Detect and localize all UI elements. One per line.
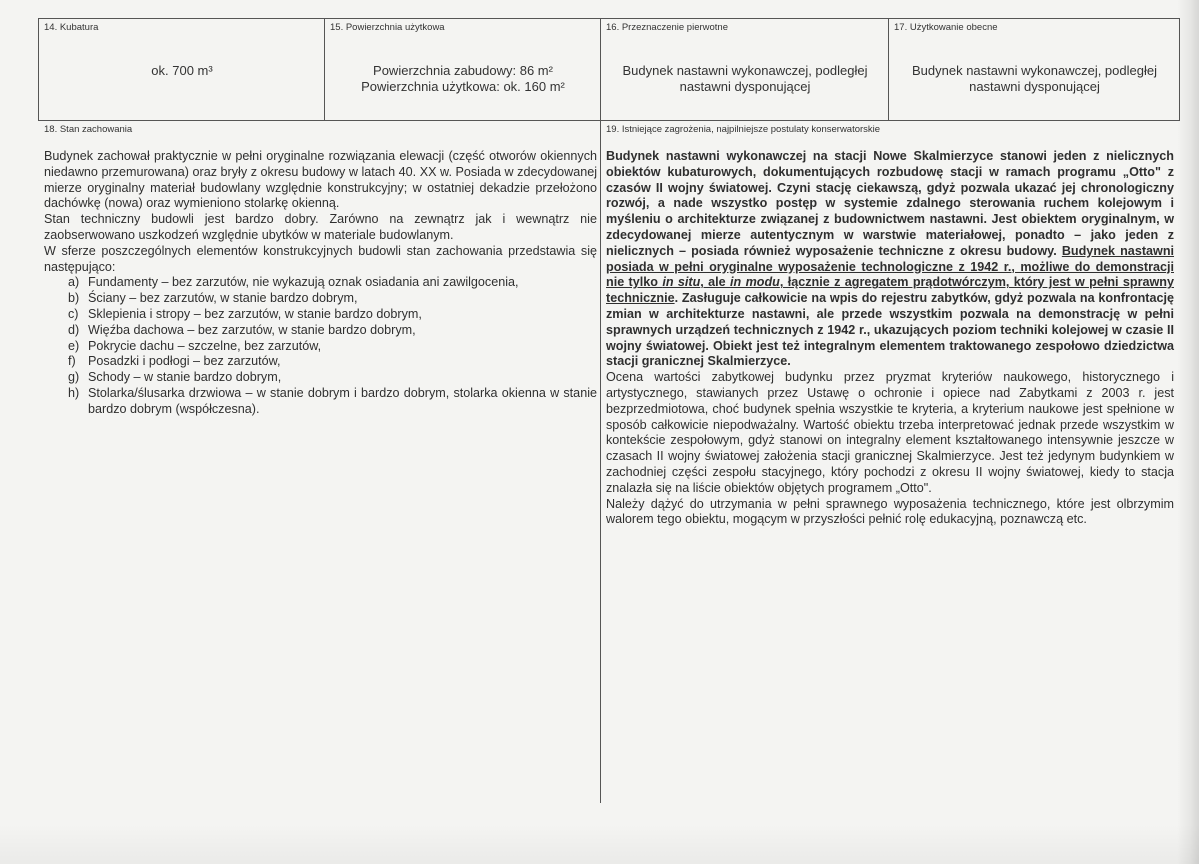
- header-stan-zachowania: 18. Stan zachowania: [44, 124, 133, 135]
- list-item: c) Sklepienia i stropy – bez zarzutów, w stanie bardzo dobrym,: [68, 306, 422, 321]
- zagrozenia-paragraph-3: Należy dążyć do utrzymania w pełni sprawnego wyposażenia technicznego, które jest olbrzymim walorem tego obiektu, mogącym w przyszłości pełnić rolę edukacyjną, poznawczą etc.: [606, 496, 1174, 527]
- powierzchnia-line-1: Powierzchnia zabudowy: 86 m²: [373, 63, 553, 78]
- list-item: a) Fundamenty – bez zarzutów, nie wykazują oznak osiadania ani zawilgocenia,: [68, 275, 519, 290]
- row-divider: [38, 120, 1180, 121]
- list-item: h) Stolarka/ślusarka drzwiowa – w stanie dobrym i bardzo dobrym, stolarka okienna w stanie bardzo dobrym (współczesna).: [68, 385, 597, 416]
- stan-zachowania-text: [44, 149, 597, 418]
- zagrozenia-paragraph-1: Budynek nastawni wykonawczej na stacji Nowe Skalmierzyce stanowi jeden z nielicznych obiektów kubaturowych, dokumentujących rozbudowę stacji w ramach programu „Otto" z czasów II wojny światowej. Czyni stację ciekawszą, gdyż pozwala ukazać jej chronologiczny rozwój, a nade wszystko postęp w systemie zdalnego sterowania ruchem kolejowym i myśleniu o architekturze związanej z budownictwem nastawni. Jest obiektem oryginalnym, w zdecydowanej mierze autentycznym w warstwie materiałowej, ponadto – jako jeden z nielicznych – posiada również wyposażenie techniczne z okresu budowy. Budynek nastawni posiada w pełni oryginalne wyposażenie technologiczne z 1942 r., możliwe do demonstracji nie tylko in situ, ale in modu, łącznie z agregatem prądotwórczym, który jest w pełni sprawny technicznie. Zasługuje całkowicie na wpis do rejestru zabytków, gdyż pozwala na konfrontację zmian w architekturze nastawni, ale przede wszystkim pozwala na demonstrację w pełni sprawnych urządzeń technicznych z 1942 r., ukazujących poziom techniki kolejowej w czasie II wojny światowej. Obiekt jest też integralnym elementem traktowanego zespołowo dziedzictwa stacji granicznej Skalmierzyce.: [606, 149, 1175, 369]
- elements-list: [44, 275, 597, 417]
- value-przeznaczenie: [602, 63, 888, 95]
- uzytkowanie-line-1: Budynek nastawni wykonawczej, podległej: [912, 63, 1157, 78]
- scan-edge-shadow: [1177, 0, 1199, 864]
- list-item: b) Ściany – bez zarzutów, w stanie bardzo dobrym,: [68, 291, 358, 306]
- scan-bottom-shadow: [0, 824, 1199, 864]
- header-kubatura: 14. Kubatura: [44, 22, 99, 33]
- stan-paragraph-3: W sferze poszczególnych elementów konstrukcyjnych budowli stan zachowania przedstawia się następująco:: [44, 243, 597, 274]
- col-divider-3: [888, 18, 889, 121]
- header-zagrozenia: 19. Istniejące zagrożenia, najpilniejsze postulaty konserwatorskie: [606, 124, 881, 135]
- list-item: g) Schody – w stanie bardzo dobrym,: [68, 370, 282, 385]
- header-przeznaczenie: 16. Przeznaczenie pierwotne: [606, 22, 728, 33]
- powierzchnia-line-2: Powierzchnia użytkowa: ok. 160 m²: [361, 79, 565, 94]
- value-kubatura: [40, 63, 324, 79]
- stan-paragraph-1: Budynek zachował praktycznie w pełni oryginalne rozwiązania elewacji (część otworów okiennych niedawno przemurowana) oraz bryły z okresu budowy w latach 40. XX w. Posiada w zdecydowanej mierze oryginalny materiał budowlany względnie konstrukcyjny; w ostatniej dekadzie przełożono dachówkę (nowa) oraz wymieniono stolarkę okienną.: [44, 149, 597, 211]
- list-item: f) Posadzki i podłogi – bez zarzutów,: [68, 354, 281, 369]
- przeznaczenie-line-1: Budynek nastawni wykonawczej, podległej: [622, 63, 868, 78]
- header-powierzchnia: 15. Powierzchnia użytkowa: [330, 22, 445, 33]
- uzytkowanie-line-2: nastawni dysponującej: [969, 79, 1100, 94]
- table-top-border: [38, 18, 1180, 19]
- col-divider-2: [600, 18, 601, 803]
- przeznaczenie-line-2: nastawni dysponującej: [679, 79, 811, 94]
- list-item: e) Pokrycie dachu – szczelne, bez zarzutów,: [68, 338, 322, 353]
- table-left-border: [38, 18, 39, 121]
- col-divider-1: [324, 18, 325, 121]
- stan-paragraph-2: Stan techniczny budowli jest bardzo dobry. Zarówno na zewnątrz jak i wewnątrz nie zaobserwowano uszkodzeń względnie ubytków w materiale budowlanym.: [44, 212, 597, 242]
- value-powierzchnia: [326, 63, 600, 95]
- list-item: d) Więźba dachowa – bez zarzutów, w stanie bardzo dobrym,: [68, 322, 416, 337]
- header-uzytkowanie: 17. Użytkowanie obecne: [894, 22, 998, 33]
- zagrozenia-text: [606, 149, 1174, 528]
- kubatura-line: ok. 700 m³: [151, 63, 213, 78]
- value-uzytkowanie: [890, 63, 1179, 95]
- zagrozenia-paragraph-2: Ocena wartości zabytkowej budynku przez pryzmat kryteriów naukowego, historycznego i artystycznego, stawianych przez Ustawę o ochronie i opiece nad Zabytkami z 2003 r. jest bezprzedmiotowa, choć budynek spełnia wszystkie te kryteria, a kryterium naukowe jest spełnione w sposób całkowicie niepodważalny. Wartość obiektu trzeba interpretować jednak przede wszystkim w kontekście zespołowym, gdyż stanowi on integralny element kształtowanego intensywnie jeszcze w czasach II wojny światowej założenia stacji granicznej Skalmierzyce. Jest też jedynym budynkiem w zachodniej części zespołu stacyjnego, który pochodzi z okresu II wojny światowej, kiedy to stacja znalazła się na liście obiektów objętych programem „Otto".: [606, 370, 1174, 495]
